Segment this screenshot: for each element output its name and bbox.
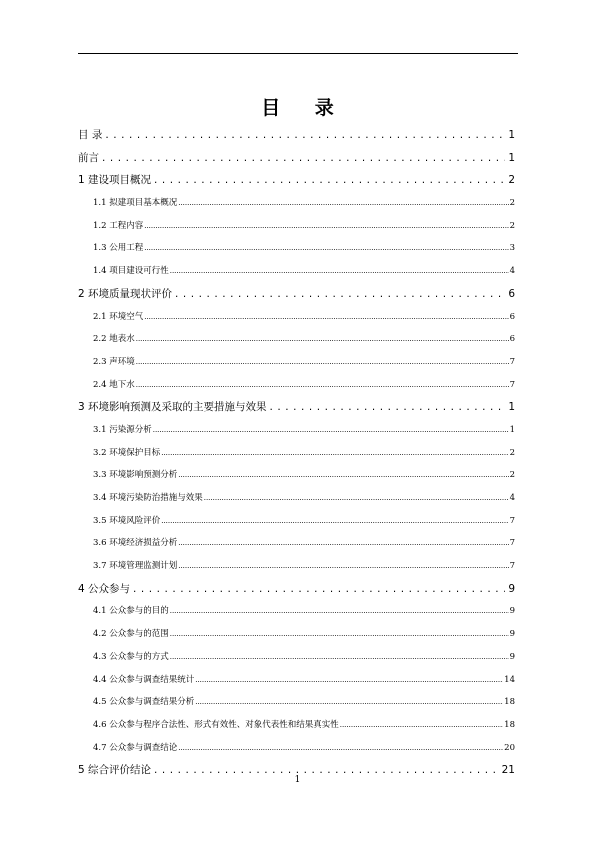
toc-entry-label: 3.7 环境管理监测计划 xyxy=(93,561,178,572)
toc-leader-dots xyxy=(270,396,506,419)
toc-entry-page: 20 xyxy=(504,742,515,753)
toc-entry-label: 1.2 工程内容 xyxy=(93,220,144,231)
table-of-contents xyxy=(78,124,515,782)
toc-entry-page: 7 xyxy=(509,515,515,526)
toc-entry-page: 1 xyxy=(509,424,515,435)
toc-entry-page: 4 xyxy=(509,493,515,503)
toc-entry-page: 6 xyxy=(508,287,515,300)
toc-leader-dots xyxy=(170,600,509,623)
toc-entry[interactable] xyxy=(78,623,515,646)
toc-entry-page: 14 xyxy=(504,674,515,685)
toc-entry[interactable] xyxy=(78,442,515,465)
toc-entry-label: 4.5 公众参与调查结果分析 xyxy=(93,697,195,708)
toc-entry-label: 3 环境影响预测及采取的主要措施与效果 xyxy=(78,401,267,414)
toc-entry-page: 6 xyxy=(509,334,515,345)
toc-entry-label: 4 公众参与 xyxy=(78,582,131,595)
toc-entry[interactable] xyxy=(78,374,515,397)
toc-leader-dots xyxy=(170,646,509,669)
toc-entry[interactable] xyxy=(78,578,515,601)
toc-entry[interactable] xyxy=(78,532,515,555)
toc-entry-page: 1 xyxy=(508,129,515,141)
toc-entry-label: 4.4 公众参与调查结果统计 xyxy=(93,674,195,685)
toc-entry-page: 2 xyxy=(508,174,515,187)
toc-leader-dots xyxy=(154,169,505,192)
toc-leader-dots xyxy=(195,669,503,692)
toc-entry-page: 9 xyxy=(509,606,515,617)
toc-entry-label: 1.4 项目建设可行性 xyxy=(93,266,169,277)
toc-entry[interactable] xyxy=(78,237,515,260)
toc-leader-dots xyxy=(161,510,508,533)
toc-entry-page: 9 xyxy=(508,582,515,595)
toc-entry-label: 1.3 公用工程 xyxy=(93,243,144,254)
toc-entry-page: 18 xyxy=(504,719,515,730)
toc-leader-dots xyxy=(178,192,508,215)
toc-entry-page: 7 xyxy=(509,538,515,549)
toc-leader-dots xyxy=(178,737,503,760)
toc-entry[interactable] xyxy=(78,124,515,147)
toc-entry[interactable] xyxy=(78,737,515,760)
toc-entry[interactable] xyxy=(78,192,515,215)
toc-leader-dots xyxy=(340,714,503,737)
toc-entry[interactable] xyxy=(78,283,515,306)
toc-entry-page: 2 xyxy=(509,447,515,458)
toc-entry-label: 2.2 地表水 xyxy=(93,334,135,345)
toc-entry[interactable] xyxy=(78,691,515,714)
toc-entry[interactable] xyxy=(78,510,515,533)
toc-entry[interactable] xyxy=(78,328,515,351)
header-rule xyxy=(78,53,518,54)
toc-leader-dots xyxy=(133,578,505,601)
toc-entry[interactable] xyxy=(78,260,515,283)
toc-leader-dots xyxy=(136,374,509,397)
toc-leader-dots xyxy=(170,260,509,283)
toc-entry[interactable] xyxy=(78,555,515,578)
toc-leader-dots xyxy=(102,147,505,170)
toc-leader-dots xyxy=(170,623,509,646)
toc-leader-dots xyxy=(178,532,508,555)
toc-leader-dots xyxy=(175,283,505,306)
toc-entry-label: 3.4 环境污染防治措施与效果 xyxy=(93,493,203,503)
toc-leader-dots xyxy=(105,124,505,147)
toc-entry-label: 5 综合评价结论 xyxy=(78,764,152,777)
page-title: 目 录 xyxy=(261,97,348,119)
toc-entry-label: 3.5 环境风险评价 xyxy=(93,515,161,526)
toc-leader-dots xyxy=(136,328,509,351)
toc-entry-page: 1 xyxy=(508,401,515,414)
toc-entry-page: 18 xyxy=(504,697,515,708)
toc-entry[interactable] xyxy=(78,396,515,419)
toc-entry-label: 4.2 公众参与的范围 xyxy=(93,629,169,640)
toc-leader-dots xyxy=(144,306,508,329)
toc-entry-page: 21 xyxy=(501,764,515,777)
toc-entry-page: 7 xyxy=(509,561,515,572)
toc-entry[interactable] xyxy=(78,714,515,737)
toc-entry-label: 2 环境质量现状评价 xyxy=(78,287,173,300)
toc-leader-dots xyxy=(153,419,509,442)
toc-leader-dots xyxy=(178,464,508,487)
toc-entry-label: 4.7 公众参与调查结论 xyxy=(93,742,178,753)
toc-entry-label: 1 建设项目概况 xyxy=(78,174,152,187)
toc-leader-dots xyxy=(204,487,509,510)
toc-entry-label: 2.4 地下水 xyxy=(93,379,135,390)
toc-entry-label: 4.3 公众参与的方式 xyxy=(93,651,169,662)
toc-leader-dots xyxy=(195,691,503,714)
toc-entry-label: 2.3 声环境 xyxy=(93,356,135,367)
toc-entry-label: 4.6 公众参与程序合法性、形式有效性、对象代表性和结果真实性 xyxy=(93,719,339,730)
toc-entry-label: 1.1 拟建项目基本概况 xyxy=(93,198,178,209)
toc-entry-label: 3.6 环境经济损益分析 xyxy=(93,538,178,549)
toc-entry[interactable] xyxy=(78,419,515,442)
toc-leader-dots xyxy=(136,351,509,374)
toc-entry[interactable] xyxy=(78,600,515,623)
footer-page-number: 1 xyxy=(294,775,301,785)
toc-leader-dots xyxy=(144,215,508,238)
toc-entry-label: 4.1 公众参与的目的 xyxy=(93,606,169,617)
toc-entry[interactable] xyxy=(78,487,515,510)
toc-entry[interactable] xyxy=(78,306,515,329)
toc-entry-page: 2 xyxy=(509,470,515,481)
toc-entry-page: 7 xyxy=(509,356,515,367)
toc-leader-dots xyxy=(144,237,508,260)
toc-entry-label: 3.2 环境保护目标 xyxy=(93,447,161,458)
toc-entry[interactable] xyxy=(78,351,515,374)
toc-entry-page: 4 xyxy=(509,266,515,277)
toc-entry-label: 目 录 xyxy=(78,129,103,141)
toc-entry-label: 2.1 环境空气 xyxy=(93,311,144,322)
toc-entry[interactable] xyxy=(78,215,515,238)
toc-entry[interactable] xyxy=(78,169,515,192)
toc-leader-dots xyxy=(178,555,508,578)
toc-entry-page: 7 xyxy=(509,379,515,390)
toc-entry-page: 2 xyxy=(509,220,515,231)
toc-entry-label: 3.1 污染源分析 xyxy=(93,424,152,435)
toc-entry-label: 3.3 环境影响预测分析 xyxy=(93,470,178,481)
toc-entry[interactable] xyxy=(78,147,515,170)
toc-entry[interactable] xyxy=(78,669,515,692)
toc-entry-page: 1 xyxy=(508,151,515,164)
toc-entry-page: 3 xyxy=(509,243,515,254)
toc-entry-page: 9 xyxy=(509,651,515,662)
toc-entry-page: 6 xyxy=(509,311,515,322)
toc-entry[interactable] xyxy=(78,464,515,487)
toc-entry-page: 9 xyxy=(509,629,515,640)
toc-entry[interactable] xyxy=(78,646,515,669)
toc-entry-label: 前言 xyxy=(78,151,99,164)
toc-leader-dots xyxy=(161,442,508,465)
toc-entry-page: 2 xyxy=(509,198,515,209)
